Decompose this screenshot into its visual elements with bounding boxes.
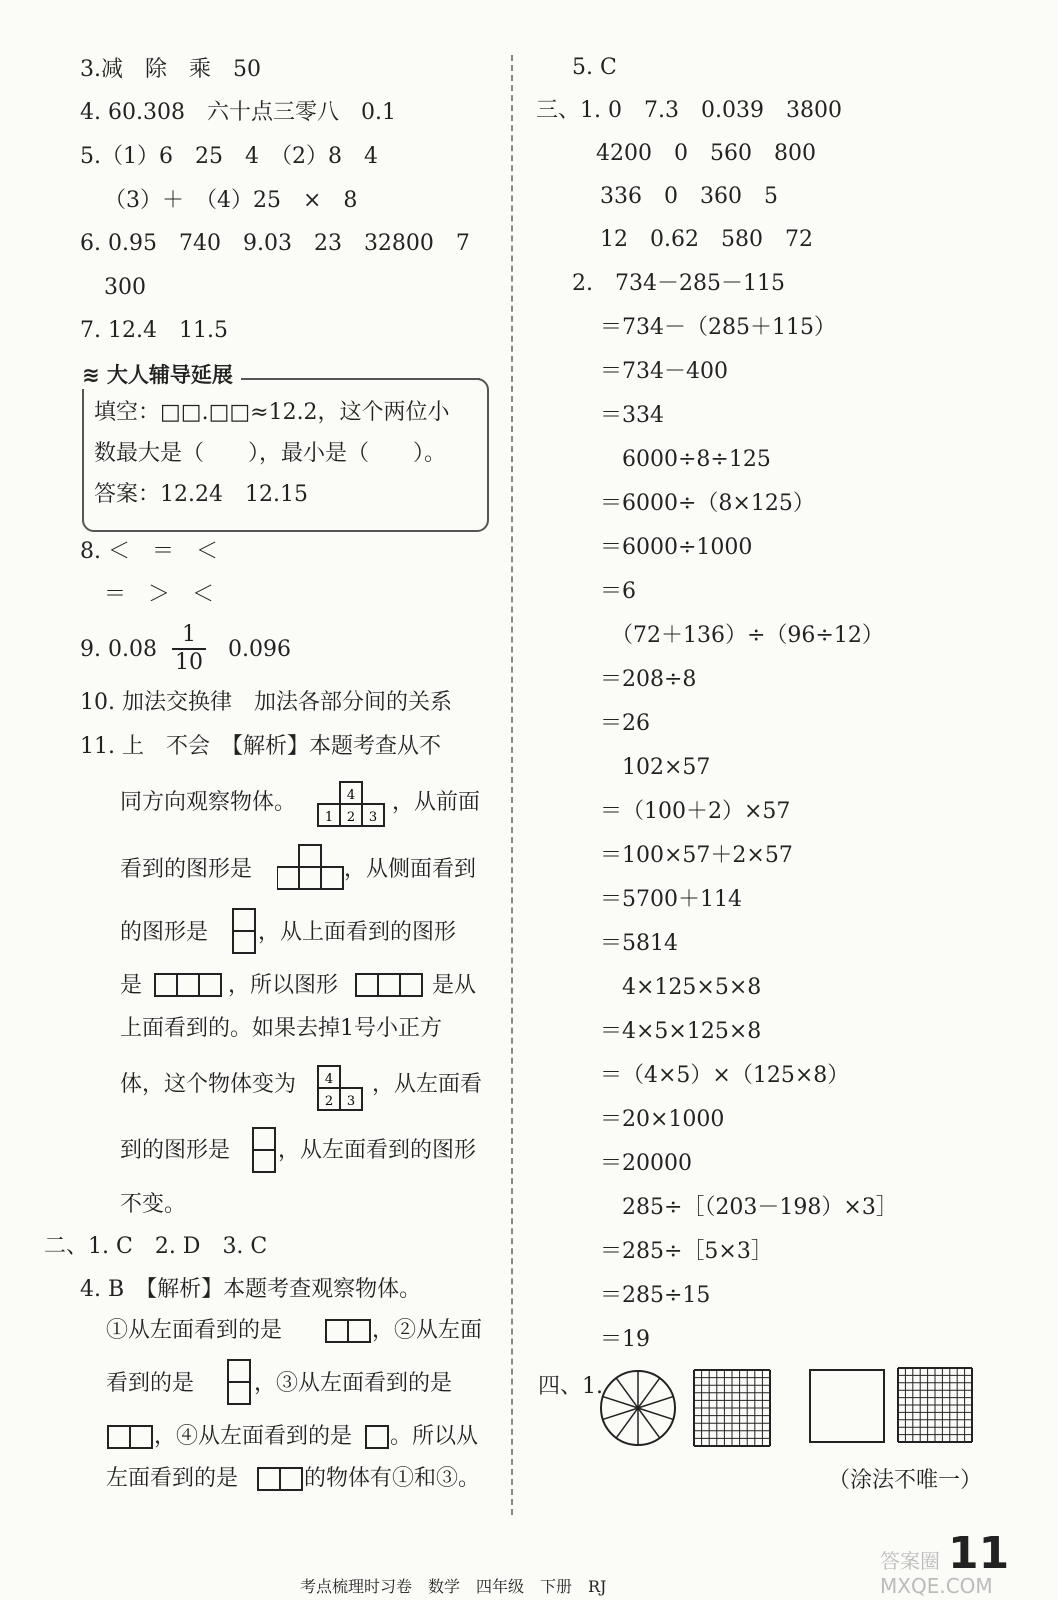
calc-line: ＝（100＋2）×57 <box>600 799 791 824</box>
answer-11d: 的图形是 <box>120 920 209 945</box>
section-3-line1: 三、1. 0 7.3 0.039 3800 <box>536 98 842 123</box>
cube-figure-1 <box>316 776 388 828</box>
calc-line: ＝6 <box>600 579 636 604</box>
calc-line: （72＋136）÷（96÷12） <box>600 623 884 648</box>
front-view-shape <box>277 843 345 891</box>
calc-line: 285÷［（203－198）×3］ <box>600 1195 898 1220</box>
circle-figure <box>598 1368 680 1450</box>
cube-label: 4 <box>324 1072 334 1087</box>
answer-11i: 不变。 <box>120 1192 187 1217</box>
answer-11e3: 是从 <box>432 973 477 998</box>
answer-11c: 看到的图形是 <box>120 857 253 882</box>
answer-r5: 5. C <box>572 55 617 80</box>
section-2-line1: 二、1. C 2. D 3. C <box>44 1234 268 1259</box>
cube-label: 4 <box>346 788 356 803</box>
two-square-shape-2 <box>106 1424 154 1450</box>
box-line-3: 答案：12.24 12.15 <box>94 482 308 507</box>
calc-line: ＝20×1000 <box>600 1107 725 1132</box>
answer-3: 3.减 除 乘 50 <box>80 57 261 82</box>
cube-label: 3 <box>346 1094 356 1109</box>
answer-9b: 0.096 <box>228 637 291 662</box>
calc-line: 4×125×5×8 <box>600 975 762 1000</box>
answer-11g: 体，这个物体变为 <box>120 1072 297 1097</box>
answer-11e: 是 <box>120 973 143 998</box>
answer-11h2: ，从左面看到的图形 <box>278 1138 477 1163</box>
calc-line: ＝100×57＋2×57 <box>600 843 793 868</box>
answer-7: 7. 12.4 11.5 <box>80 318 228 343</box>
answer-5a: 5.（1）6 25 4 （2）8 4 <box>80 144 378 169</box>
answer-11e2: ，所以图形 <box>228 973 339 998</box>
wave-icon: ≋ <box>82 363 107 387</box>
answer-11d2: ，从上面看到的图形 <box>258 920 457 945</box>
shading-note: （涂法不唯一） <box>828 1468 983 1493</box>
fraction-denominator: 10 <box>172 648 206 676</box>
cube-figure-2 <box>316 1060 372 1112</box>
section-2-line4b: ，③从左面看到的是 <box>254 1371 453 1396</box>
two-square-shape <box>324 1318 372 1344</box>
fraction-1-10 <box>172 622 206 676</box>
answer-5b: （3）＋ （4）25 × 8 <box>104 188 358 213</box>
calc-line: 102×57 <box>600 755 711 780</box>
answer-9a: 9. 0.08 <box>80 637 157 662</box>
answer-11h: 到的图形是 <box>120 1138 231 1163</box>
box-line-2: 数最大是（ ），最小是（ ）。 <box>94 441 447 466</box>
answer-4: 4. 60.308 六十点三零八 0.1 <box>80 100 396 125</box>
section-2-line5b: 。所以从 <box>390 1424 479 1449</box>
answer-11b: 同方向观察物体。 <box>120 790 297 815</box>
calc-line: ＝6000÷（8×125） <box>600 491 815 516</box>
column-divider <box>511 55 513 1515</box>
answer-6b: 300 <box>104 275 146 300</box>
answer-11f: 上面看到的。如果去掉1号小正方 <box>120 1016 442 1041</box>
vertical-two-square-shape <box>226 1358 252 1406</box>
answer-11c2: ，从侧面看到 <box>344 857 477 882</box>
answer-6a: 6. 0.95 740 9.03 23 32800 7 <box>80 231 470 256</box>
two-square-shape-3 <box>256 1466 304 1492</box>
calc-line: ＝734－400 <box>600 359 728 384</box>
page-number: 11 <box>948 1528 1010 1579</box>
calc-line: ＝334 <box>600 403 664 428</box>
calc-line: ＝285÷［5×3］ <box>600 1239 773 1264</box>
section-3-line4: 12 0.62 580 72 <box>600 227 813 252</box>
box-line-1: 填空：□□.□□≈12.2，这个两位小 <box>94 400 450 425</box>
calc-line: ＝6000÷1000 <box>600 535 753 560</box>
section-4-label: 四、1. <box>538 1374 603 1399</box>
section-3-line2: 4200 0 560 800 <box>596 141 816 166</box>
calc-line: ＝26 <box>600 711 650 736</box>
answer-11b2: ，从前面 <box>392 790 481 815</box>
footer: 考点梳理时习卷 数学 四年级 下册 RJ <box>300 1577 607 1596</box>
empty-square-figure <box>808 1368 888 1446</box>
section-2-line4: 看到的是 <box>106 1371 195 1396</box>
top-view-shape <box>153 972 223 998</box>
calc-line: ＝4×5×125×8 <box>600 1019 762 1044</box>
section-2-line3: ①从左面看到的是 <box>106 1318 283 1343</box>
side-view-shape <box>231 907 257 955</box>
cube-label: 2 <box>324 1094 334 1109</box>
calc-line: ＝5814 <box>600 931 678 956</box>
section-2-line6b: 的物体有①和③。 <box>304 1466 481 1491</box>
section-2-line2: 4. B 【解析】本题考查观察物体。 <box>80 1277 422 1302</box>
answer-10: 10. 加法交换律 加法各部分间的关系 <box>80 690 452 715</box>
calc-line: ＝285÷15 <box>600 1283 711 1308</box>
calc-line: ＝（4×5）×（125×8） <box>600 1063 850 1088</box>
answer-11a: 11. 上 不会 【解析】本题考查从不 <box>80 734 441 759</box>
calc-line: ＝734－（285＋115） <box>600 315 836 340</box>
calc-line: 6000÷8÷125 <box>600 447 771 472</box>
section-3-line3: 336 0 360 5 <box>600 184 778 209</box>
top-view-shape-2 <box>354 972 426 998</box>
grid-figure-1 <box>692 1368 774 1450</box>
section-2-line3b: ，②从左面 <box>372 1318 483 1343</box>
box-rule <box>260 378 480 380</box>
section-2-line6: 左面看到的是 <box>106 1466 239 1491</box>
calc-line: ＝5700＋114 <box>600 887 742 912</box>
fraction-numerator: 1 <box>182 622 196 647</box>
section-3-q2: 2. 734－285－115 <box>572 271 785 296</box>
answer-8b: ＝ ＞ ＜ <box>104 582 215 607</box>
single-square-shape <box>364 1424 390 1450</box>
cube-label: 3 <box>368 810 378 825</box>
cube-label: 2 <box>346 810 356 825</box>
cube-label: 1 <box>324 810 334 825</box>
answer-11g2: ，从左面看 <box>372 1072 483 1097</box>
section-2-line5: ，④从左面看到的是 <box>154 1424 353 1449</box>
extension-title: ≋ 大人辅导延展 <box>82 359 241 389</box>
calc-line: ＝20000 <box>600 1151 692 1176</box>
answer-8a: 8. ＜ ＝ ＜ <box>80 539 218 564</box>
left-view-shape <box>251 1126 277 1174</box>
watermark: 答案圈 MXQE.COM <box>880 1549 993 1598</box>
calc-line: ＝208÷8 <box>600 667 697 692</box>
calc-line: ＝19 <box>600 1327 650 1352</box>
grid-figure-2 <box>896 1366 976 1446</box>
